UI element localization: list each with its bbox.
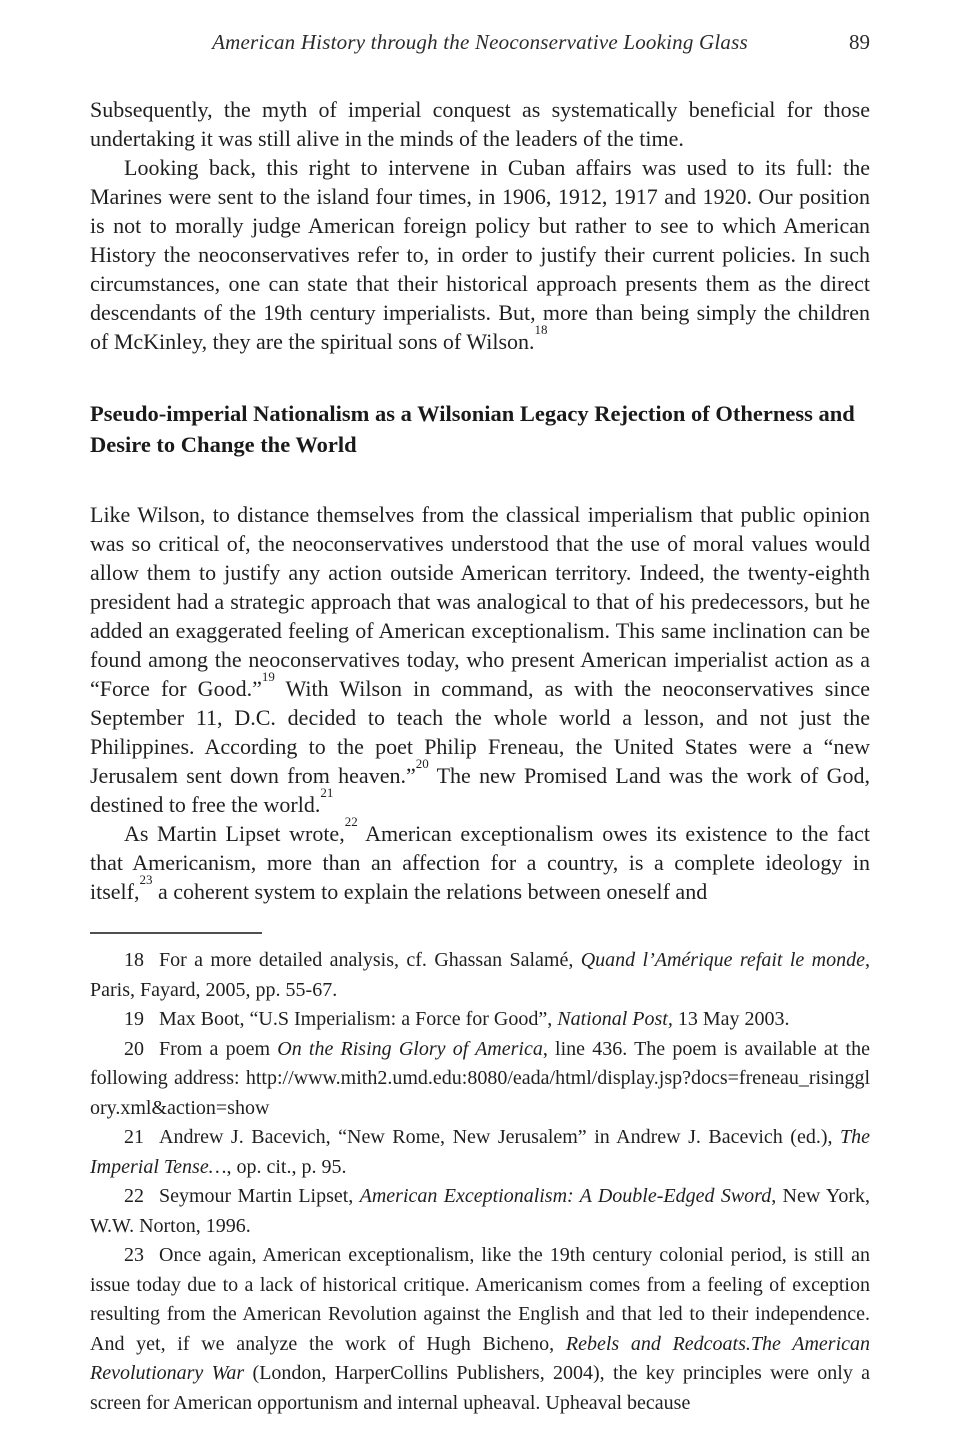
footnote-21-title: The Imperial Tense… — [90, 1126, 870, 1178]
footnote-22-text-1: Seymour Martin Lipset, — [159, 1185, 360, 1207]
footnote-21-number: 21 — [124, 1126, 144, 1148]
paragraph-3-text-1: Like Wilson, to distance themselves from the classical imperialism that public opinion was so critical of, the neoconservatives understood that the use of moral values would allow them to justify any action outside American territory. Indeed, the twenty-eighth president had a strategic approach that was analogical to that of his predecessors, but he added an exaggerated feeling of American exceptionalism. This same inclination can be found among the neoconservatives today, who present American imperialist action as a “Force for Good.” — [90, 502, 870, 701]
paragraph-4-text-2: American exceptionalism owes its existence to the fact that Americanism, more than an affection for a country, is a complete ideology in itself, — [90, 821, 870, 904]
footnote-18-title: Quand l’Amérique refait le monde — [580, 949, 866, 971]
paragraph-1 — [90, 95, 870, 153]
footnote-ref-21: 21 — [320, 784, 334, 800]
footnote-20-title: On the Rising Glory of America — [277, 1037, 543, 1060]
footnote-23-text-2: (London, HarperCollins Publishers, 2004), the key principles were only a screen for American opportunism and internal upheaval. Upheaval because — [90, 1362, 871, 1414]
footnote-21-text-2: , op. cit., p. 95. — [226, 1155, 347, 1178]
footnote-19-text-2: 13 May 2003. — [672, 1008, 790, 1030]
paragraph-3-text-2: With Wilson in command, as with the neoconservatives since September 11, D.C. decided to teach the whole world a lesson, and not just the Philippines. According to the poet Philip Freneau, the United States were a “new Jerusalem sent down from heaven.” — [90, 676, 870, 788]
footnote-19-title: National Post, — [557, 1008, 673, 1030]
body-text — [90, 95, 870, 906]
footnote-ref-23: 23 — [139, 871, 153, 887]
footnote-19 — [90, 1005, 870, 1035]
footnote-21 — [90, 1123, 870, 1182]
footnote-ref-22: 22 — [344, 813, 358, 829]
footnote-18 — [90, 946, 870, 1005]
footnote-23-title: Rebels and Redcoats.The American Revolutionary War — [90, 1332, 870, 1384]
footnote-20-number: 20 — [124, 1037, 144, 1060]
footnote-18-number: 18 — [124, 949, 144, 971]
paragraph-2-text: Looking back, this right to intervene in Cuban affairs was used to its full: the Marines were sent to the island four times, in 1906, 1912, 1917 and 1920. Our position is not to morally judge American foreign policy but rather to see to which American History the neoconservatives refer to, in order to justify their current policies. In such circumstances, one can state that their historical approach presents them as the direct descendants of the 19th century imperialists. But, more than being simply the children of McKinley, they are the spiritual sons of Wilson. — [90, 155, 870, 354]
footnote-ref-20: 20 — [415, 755, 429, 771]
footnote-19-number: 19 — [124, 1008, 144, 1030]
running-header-title: American History through the Neoconservative Looking Glass — [212, 30, 748, 54]
footnote-20-text-1: From a poem — [159, 1037, 278, 1060]
footnote-21-text-1: Andrew J. Bacevich, “New Rome, New Jerusalem” in Andrew J. Bacevich (ed.), — [159, 1126, 840, 1148]
paragraph-4-text-3: a coherent system to explain the relations between oneself and — [152, 879, 708, 904]
footnote-18-text-2: , Paris, Fayard, 2005, pp. 55-67. — [90, 949, 871, 1001]
footnote-22-title: American Exceptionalism: A Double-Edged Sword — [359, 1185, 772, 1207]
footnote-22-number: 22 — [124, 1185, 144, 1207]
paragraph-3-text-3: The new Promised Land was the work of God, destined to free the world. — [90, 763, 870, 817]
paragraph-2 — [90, 153, 870, 356]
footnote-20 — [90, 1035, 870, 1124]
page-number: 89 — [849, 30, 870, 54]
footnote-23 — [90, 1241, 870, 1418]
footnote-22 — [90, 1182, 870, 1241]
footnote-20-text-2: , line 436. The poem is available at the following address: — [90, 1037, 870, 1089]
footnote-23-number: 23 — [124, 1244, 144, 1266]
footnote-ref-18: 18 — [534, 321, 548, 337]
footnote-20-url: http://www.mith2.umd.edu:8080/eada/html/display.jsp?docs=freneau_risingglory.xml&action=show — [90, 1067, 870, 1119]
footnote-ref-19: 19 — [261, 668, 275, 684]
paragraph-1-text: Subsequently, the myth of imperial conquest as systematically beneficial for those undertaking it was still alive in the minds of the leaders of the time. — [90, 97, 870, 151]
footnote-22-text-2: , New York, W.W. Norton, 1996. — [90, 1185, 870, 1237]
section-heading: Pseudo-imperial Nationalism as a Wilsonian Legacy Rejection of Otherness and Desire to Change the World — [90, 401, 855, 457]
footnote-23-text-1: Once again, American exceptionalism, like the 19th century colonial period, is still an issue today due to a lack of historical critique. Americanism comes from a feeling of exception resulting from the American Revolution against the English and that led to their independence. And yet, if we analyze the work of Hugh Bicheno, — [90, 1244, 870, 1355]
footnote-19-text-1: Max Boot, “U.S Imperialism: a Force for Good”, — [159, 1008, 558, 1030]
paragraph-3 — [90, 500, 870, 819]
footnote-divider — [90, 932, 262, 934]
footnotes-section — [90, 932, 870, 1418]
paragraph-4-text-1: As Martin Lipset wrote, — [124, 821, 345, 846]
paragraph-4 — [90, 813, 870, 906]
footnote-18-text-1: For a more detailed analysis, cf. Ghassan Salamé, — [159, 949, 581, 971]
running-header — [90, 30, 870, 58]
